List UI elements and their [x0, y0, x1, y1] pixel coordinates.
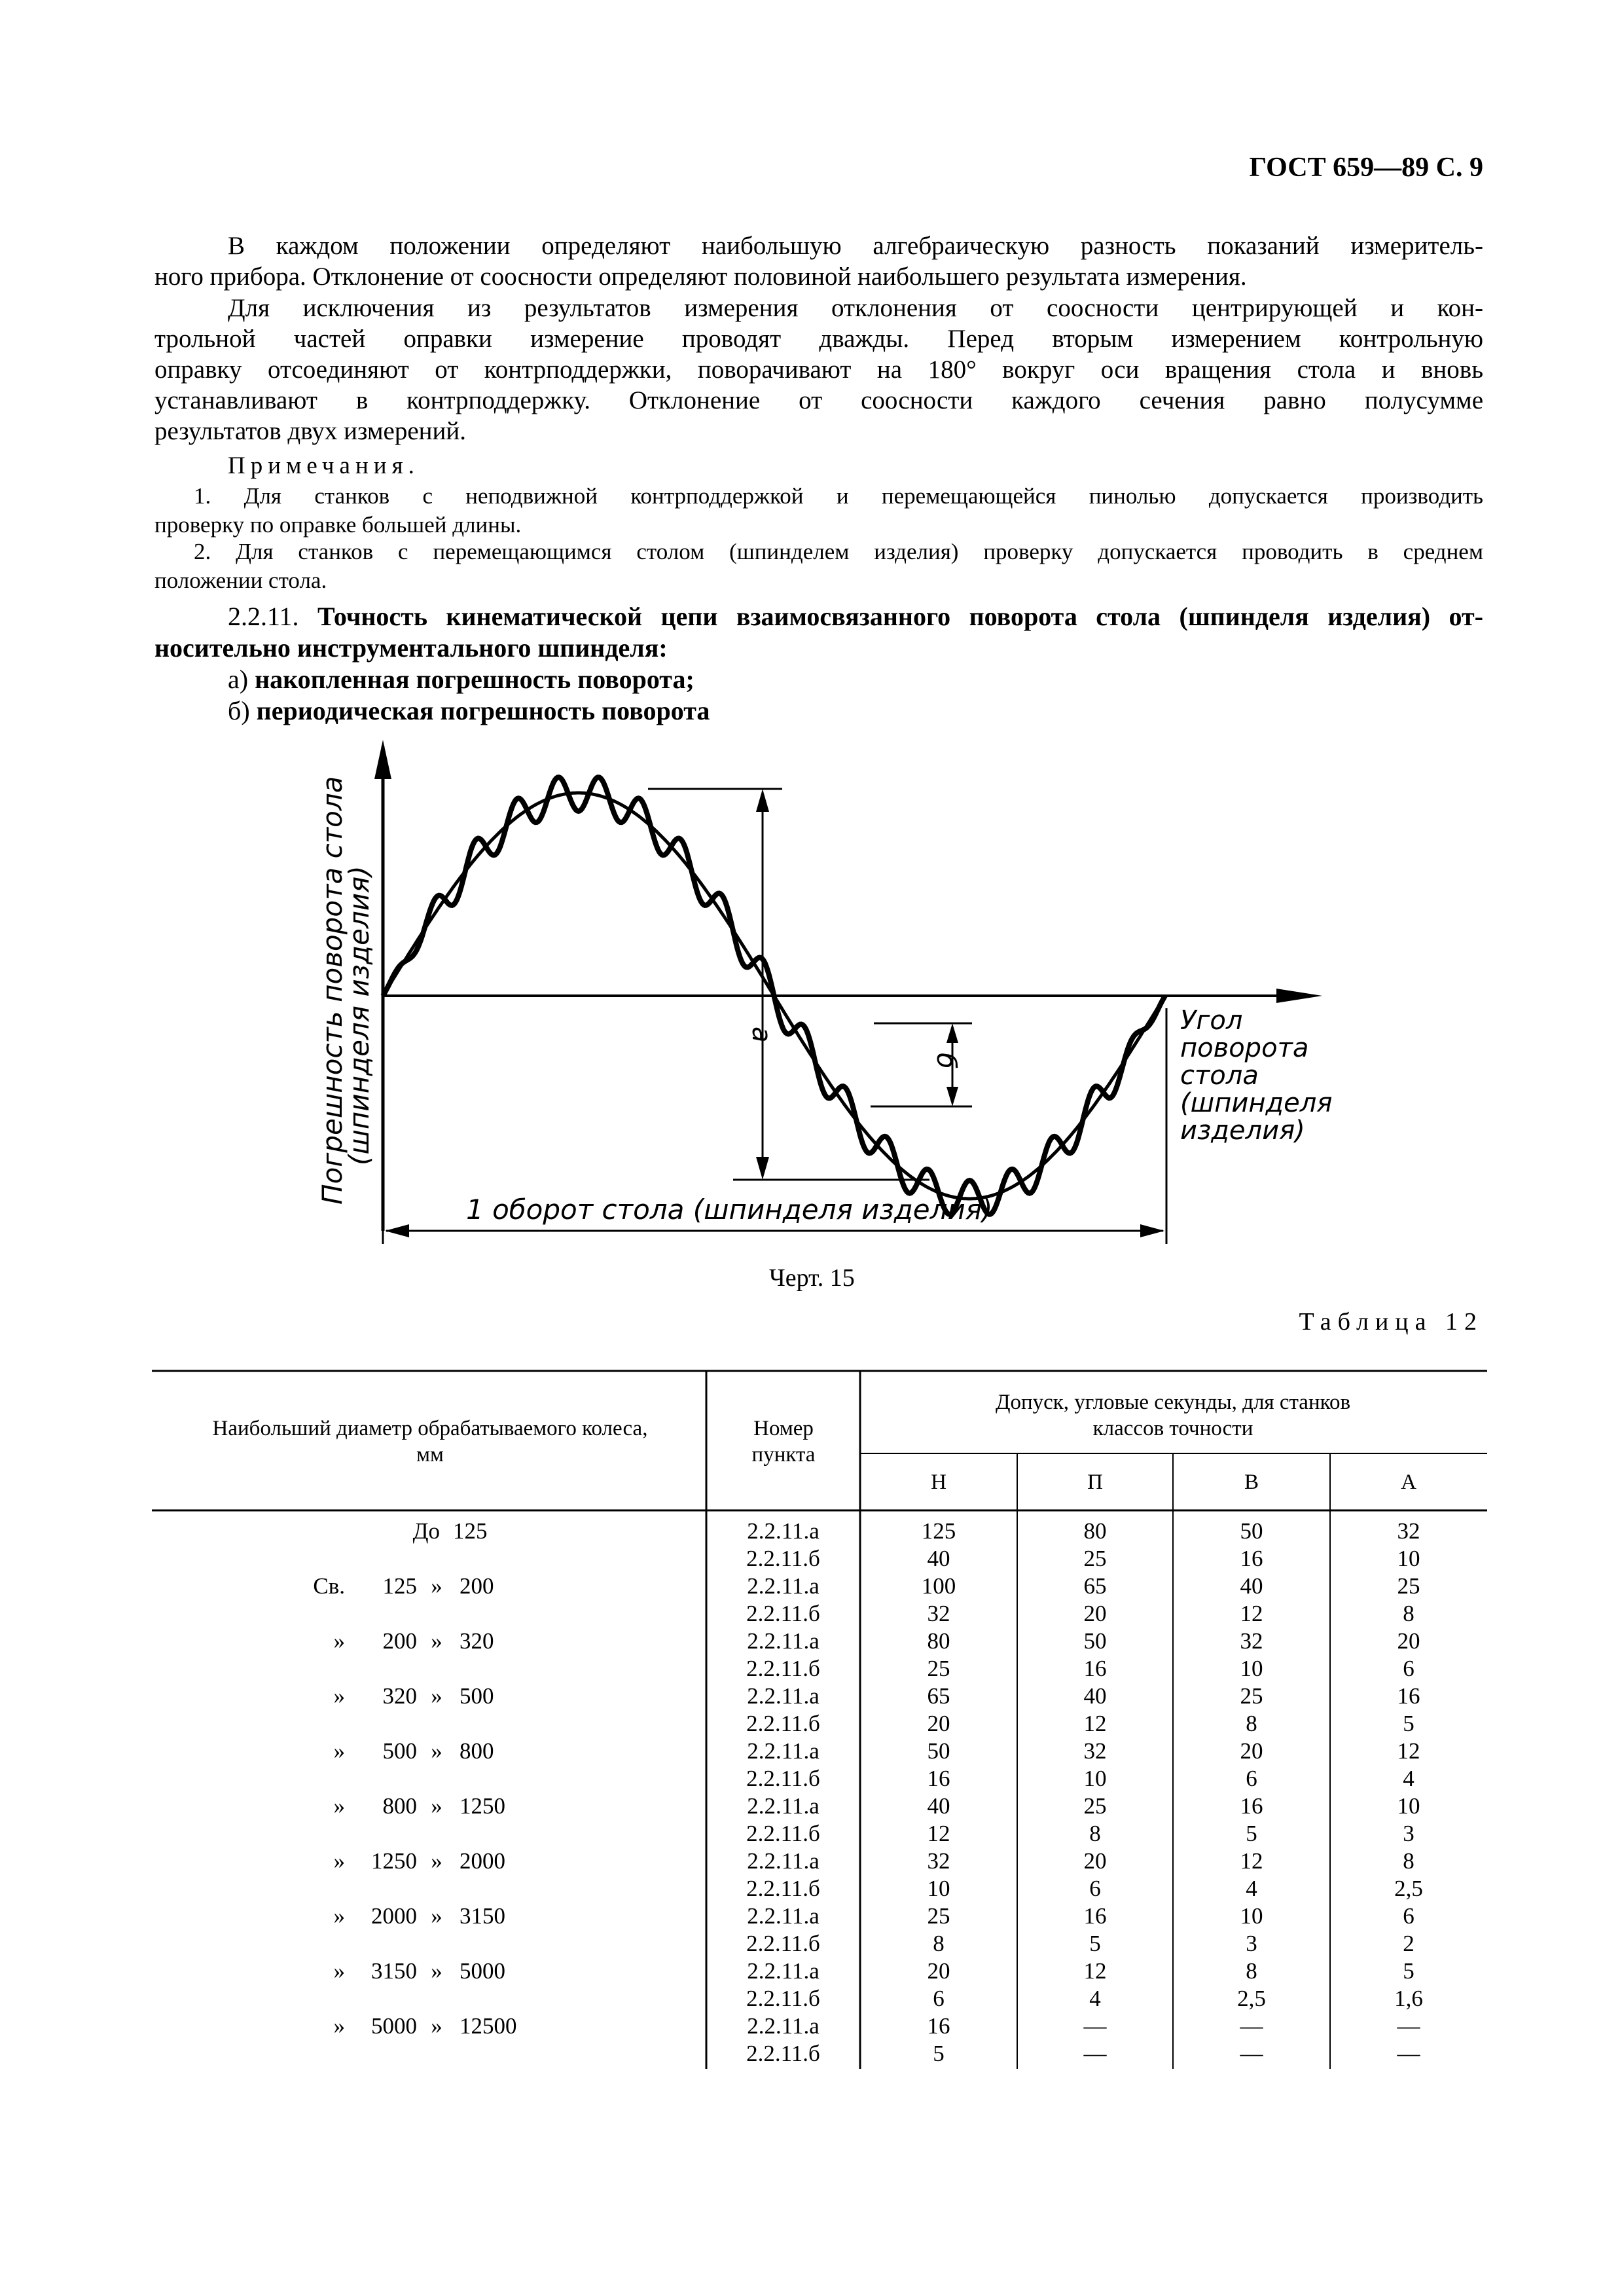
- header-class: Н: [931, 1470, 946, 1494]
- tolerance-cell: 25: [1397, 1573, 1420, 1599]
- paragraph-line: Для исключения из результатов измерения отклонения от соосности центрирующей и кон-: [228, 294, 1483, 322]
- label-a: а: [746, 1027, 776, 1043]
- tolerance-cell: 25: [927, 1903, 950, 1929]
- range-to: 3150: [460, 1903, 505, 1929]
- tolerance-cell: 5: [933, 2041, 945, 2066]
- range-separator: »: [431, 2013, 442, 2039]
- range-to: 125: [453, 1518, 488, 1544]
- table-number: Таблица 12: [1299, 1308, 1483, 1336]
- tolerance-cell: 50: [1240, 1518, 1263, 1544]
- revolution-arrow-icon: [1140, 1224, 1164, 1237]
- tolerance-cell: 12: [1397, 1738, 1420, 1764]
- tolerance-cell: 10: [1240, 1903, 1263, 1929]
- tolerance-cell: 40: [1083, 1683, 1107, 1709]
- tolerance-cell: 32: [1240, 1628, 1263, 1654]
- header-tolerance-group: Допуск, угловые секунды, для станков классов точности: [995, 1391, 1351, 1440]
- range-separator: »: [431, 1848, 442, 1874]
- tolerance-cell: 5: [1403, 1711, 1415, 1736]
- range-separator: »: [431, 1628, 442, 1654]
- range-to: 2000: [460, 1848, 505, 1874]
- range-to: 320: [460, 1628, 494, 1654]
- header-item-number: Номер пункта: [751, 1417, 816, 1467]
- tolerance-cell: 16: [1083, 1656, 1107, 1681]
- header-class: А: [1401, 1470, 1416, 1494]
- revolution-label: 1 оборот стола (шпинделя изделия): [466, 1194, 993, 1226]
- item-number-cell: 2.2.11.б: [746, 1656, 820, 1681]
- range-prefix: До: [412, 1518, 440, 1544]
- x-axis-label-line: стола: [1180, 1061, 1259, 1091]
- item-number-cell: 2.2.11.б: [746, 1546, 820, 1571]
- tolerance-cell: 100: [921, 1573, 956, 1599]
- dimension-b-arrow-icon: [946, 1087, 958, 1106]
- header-class: П: [1087, 1470, 1103, 1494]
- tolerance-cell: 5: [1246, 1821, 1257, 1846]
- item-number-cell: 2.2.11.б: [746, 1876, 820, 1901]
- paragraph-line: трольной частей оправки измерение проводят дважды. Перед вторым измерением контрольную: [154, 325, 1483, 353]
- tolerance-cell: 25: [1083, 1793, 1107, 1819]
- range-to: 5000: [460, 1958, 505, 1984]
- tolerance-cell: 65: [1083, 1573, 1107, 1599]
- range-from: 200: [382, 1628, 417, 1654]
- tolerance-cell: —: [1397, 2041, 1420, 2066]
- section-number: 2.2.11.: [228, 602, 299, 631]
- tolerance-cell: 32: [927, 1601, 950, 1626]
- tolerance-cell: 10: [1083, 1766, 1107, 1791]
- tolerance-cell: 16: [1083, 1903, 1107, 1929]
- tolerance-cell: 80: [1083, 1518, 1107, 1544]
- paragraph-line: В каждом положении определяют наибольшую алгебраическую разность показаний измеритель-: [228, 232, 1483, 260]
- tolerance-cell: —: [1083, 2013, 1107, 2039]
- tolerance-cell: 6: [1403, 1656, 1415, 1681]
- dimension-a-arrow-icon: [756, 789, 769, 812]
- item-number-cell: 2.2.11.а: [747, 1958, 820, 1984]
- tolerance-cell: 125: [921, 1518, 956, 1544]
- x-axis-arrow-icon: [1276, 989, 1322, 1003]
- tolerance-cell: 3: [1403, 1821, 1415, 1846]
- y-axis-label-line2: (шпинделя изделия): [343, 866, 375, 1165]
- tolerance-cell: 10: [1240, 1656, 1263, 1681]
- tolerance-cell: 3: [1246, 1931, 1257, 1956]
- tolerance-cell: 2,5: [1394, 1876, 1423, 1901]
- tolerance-cell: 20: [1240, 1738, 1263, 1764]
- range-separator: »: [431, 1793, 442, 1819]
- item-number-cell: 2.2.11.а: [747, 1793, 820, 1819]
- range-prefix: »: [333, 2013, 345, 2039]
- range-prefix: »: [333, 1903, 345, 1929]
- paragraph-line: ного прибора. Отклонение от соосности определяют половиной наибольшего результата измерения.: [154, 263, 1247, 291]
- tolerance-cell: 8: [1089, 1821, 1101, 1846]
- tolerance-cell: 20: [1397, 1628, 1420, 1654]
- item-number-cell: 2.2.11.а: [747, 1848, 820, 1874]
- item-b-text: периодическая погрешность поворота: [256, 696, 710, 725]
- item-number-cell: 2.2.11.б: [746, 1931, 820, 1956]
- dimension-b-arrow-icon: [946, 1023, 958, 1043]
- range-from: 3150: [371, 1958, 417, 1984]
- range-separator: »: [431, 1738, 442, 1764]
- tolerance-cell: 8: [933, 1931, 945, 1956]
- tolerance-cell: 25: [927, 1656, 950, 1681]
- tolerance-cell: 8: [1403, 1848, 1415, 1874]
- tolerance-cell: 4: [1246, 1876, 1257, 1901]
- range-prefix: »: [333, 1958, 345, 1984]
- range-prefix: »: [333, 1683, 345, 1709]
- tolerance-cell: 16: [927, 2013, 950, 2039]
- item-number-cell: 2.2.11.б: [746, 2041, 820, 2066]
- paragraph-line: устанавливают в контрподдержку. Отклонение от соосности каждого сечения равно полусумме: [154, 386, 1483, 414]
- item-number-cell: 2.2.11.б: [746, 1711, 820, 1736]
- tolerance-cell: 2: [1403, 1931, 1415, 1956]
- tolerance-cell: 2,5: [1237, 1986, 1266, 2011]
- paragraph-line: оправку отсоединяют от контрподдержки, поворачивают на 180° вокруг оси вращения стола и вновь: [154, 355, 1483, 384]
- tolerance-cell: 12: [1083, 1958, 1107, 1984]
- range-from: 5000: [371, 2013, 417, 2039]
- notes-title: Примечания.: [228, 452, 420, 479]
- tolerance-cell: 10: [1397, 1546, 1420, 1571]
- tolerance-cell: 12: [1240, 1601, 1263, 1626]
- section-title-line: носительно инструментального шпинделя:: [154, 633, 668, 663]
- range-to: 200: [460, 1573, 494, 1599]
- tolerance-cell: 20: [1083, 1601, 1107, 1626]
- paragraph-line: результатов двух измерений.: [154, 417, 466, 445]
- tolerance-cell: 4: [1403, 1766, 1415, 1791]
- item-number-cell: 2.2.11.б: [746, 1821, 820, 1846]
- tolerance-cell: 50: [927, 1738, 950, 1764]
- range-to: 500: [460, 1683, 494, 1709]
- revolution-arrow-icon: [385, 1224, 409, 1237]
- tolerance-cell: 6: [1403, 1903, 1415, 1929]
- range-prefix: »: [333, 1628, 345, 1654]
- range-from: 2000: [371, 1903, 417, 1929]
- tolerance-cell: 20: [927, 1711, 950, 1736]
- range-to: 12500: [460, 2013, 517, 2039]
- page-header: ГОСТ 659—89 С. 9: [1249, 153, 1483, 183]
- tolerance-cell: —: [1083, 2041, 1107, 2066]
- item-number-cell: 2.2.11.а: [747, 1573, 820, 1599]
- note-line: проверку по оправке большей длины.: [154, 512, 522, 538]
- item-a-text: накопленная погрешность поворота;: [255, 665, 694, 694]
- tolerance-cell: 20: [1083, 1848, 1107, 1874]
- item-number-cell: 2.2.11.а: [747, 1628, 820, 1654]
- tolerance-cell: 12: [1240, 1848, 1263, 1874]
- range-prefix: Св.: [313, 1573, 345, 1599]
- range-from: 500: [382, 1738, 417, 1764]
- tolerance-cell: —: [1240, 2013, 1263, 2039]
- tolerance-cell: 32: [1397, 1518, 1420, 1544]
- tolerance-cell: 4: [1089, 1986, 1101, 2011]
- tolerance-cell: 6: [933, 1986, 945, 2011]
- tolerance-cell: —: [1397, 2013, 1420, 2039]
- tolerance-cell: 12: [1083, 1711, 1107, 1736]
- note-line: 2. Для станков с перемещающимся столом (шпинделем изделия) проверку допускается проводить в среднем: [194, 539, 1483, 564]
- item-a-prefix: а): [228, 665, 249, 694]
- item-number-cell: 2.2.11.б: [746, 1766, 820, 1791]
- tolerance-cell: 40: [1240, 1573, 1263, 1599]
- range-from: 125: [382, 1573, 417, 1599]
- tolerance-cell: 6: [1089, 1876, 1101, 1901]
- tolerance-cell: 32: [1083, 1738, 1107, 1764]
- range-from: 800: [382, 1793, 417, 1819]
- tolerance-cell: 80: [927, 1628, 950, 1654]
- tolerance-cell: 10: [927, 1876, 950, 1901]
- tolerance-cell: 8: [1403, 1601, 1415, 1626]
- tolerance-cell: 50: [1083, 1628, 1107, 1654]
- range-to: 1250: [460, 1793, 505, 1819]
- tolerance-cell: 16: [1240, 1546, 1263, 1571]
- range-separator: »: [431, 1573, 442, 1599]
- tolerance-cell: 32: [927, 1848, 950, 1874]
- tolerance-cell: 16: [1240, 1793, 1263, 1819]
- item-number-cell: 2.2.11.а: [747, 1518, 820, 1544]
- range-separator: »: [431, 1903, 442, 1929]
- x-axis-label-line: поворота: [1180, 1033, 1309, 1063]
- x-axis-label-line: Угол: [1180, 1006, 1243, 1036]
- range-separator: »: [431, 1958, 442, 1984]
- tolerance-cell: 40: [927, 1793, 950, 1819]
- tolerance-cell: 5: [1403, 1958, 1415, 1984]
- item-number-cell: 2.2.11.а: [747, 1683, 820, 1709]
- figure-caption: Черт. 15: [769, 1264, 855, 1292]
- tolerance-cell: —: [1240, 2041, 1263, 2066]
- note-line: положении стола.: [154, 568, 327, 593]
- tolerance-cell: 16: [927, 1766, 950, 1791]
- y-axis-label-line1: Погрешность поворота стола: [316, 776, 348, 1205]
- tolerance-cell: 8: [1246, 1711, 1257, 1736]
- item-b-prefix: б): [228, 696, 250, 725]
- range-prefix: »: [333, 1848, 345, 1874]
- tolerance-cell: 16: [1397, 1683, 1420, 1709]
- dimension-a-arrow-icon: [756, 1157, 769, 1180]
- y-axis-arrow-icon: [374, 740, 391, 779]
- item-number-cell: 2.2.11.а: [747, 1738, 820, 1764]
- x-axis-label-line: изделия): [1180, 1116, 1305, 1146]
- tolerance-cell: 5: [1089, 1931, 1101, 1956]
- tolerance-cell: 65: [927, 1683, 950, 1709]
- header-class: В: [1244, 1470, 1259, 1494]
- tolerance-cell: 40: [927, 1546, 950, 1571]
- item-number-cell: 2.2.11.а: [747, 1903, 820, 1929]
- tolerance-cell: 25: [1083, 1546, 1107, 1571]
- tolerance-cell: 1,6: [1394, 1986, 1423, 2011]
- header-diameter: Наибольший диаметр обрабатываемого колеса, мм: [212, 1417, 648, 1467]
- item-number-cell: 2.2.11.а: [747, 2013, 820, 2039]
- tolerance-cell: 6: [1246, 1766, 1257, 1791]
- range-from: 1250: [371, 1848, 417, 1874]
- note-line: 1. Для станков с неподвижной контрподдержкой и перемещающейся пинолью допускается производить: [194, 483, 1483, 509]
- tolerance-cell: 20: [927, 1958, 950, 1984]
- range-separator: »: [431, 1683, 442, 1709]
- section-title-line: Точность кинематической цепи взаимосвязанного поворота стола (шпинделя изделия) от-: [317, 602, 1483, 631]
- x-axis-label-line: (шпинделя: [1180, 1088, 1333, 1118]
- tolerance-cell: 10: [1397, 1793, 1420, 1819]
- tolerance-cell: 25: [1240, 1683, 1263, 1709]
- item-number-cell: 2.2.11.б: [746, 1986, 820, 2011]
- range-to: 800: [460, 1738, 494, 1764]
- tolerance-table: [152, 1370, 1487, 2070]
- range-prefix: »: [333, 1793, 345, 1819]
- item-number-cell: 2.2.11.б: [746, 1601, 820, 1626]
- label-b: б: [931, 1053, 961, 1069]
- tolerance-cell: 12: [927, 1821, 950, 1846]
- tolerance-cell: 8: [1246, 1958, 1257, 1984]
- range-from: 320: [382, 1683, 417, 1709]
- range-prefix: »: [333, 1738, 345, 1764]
